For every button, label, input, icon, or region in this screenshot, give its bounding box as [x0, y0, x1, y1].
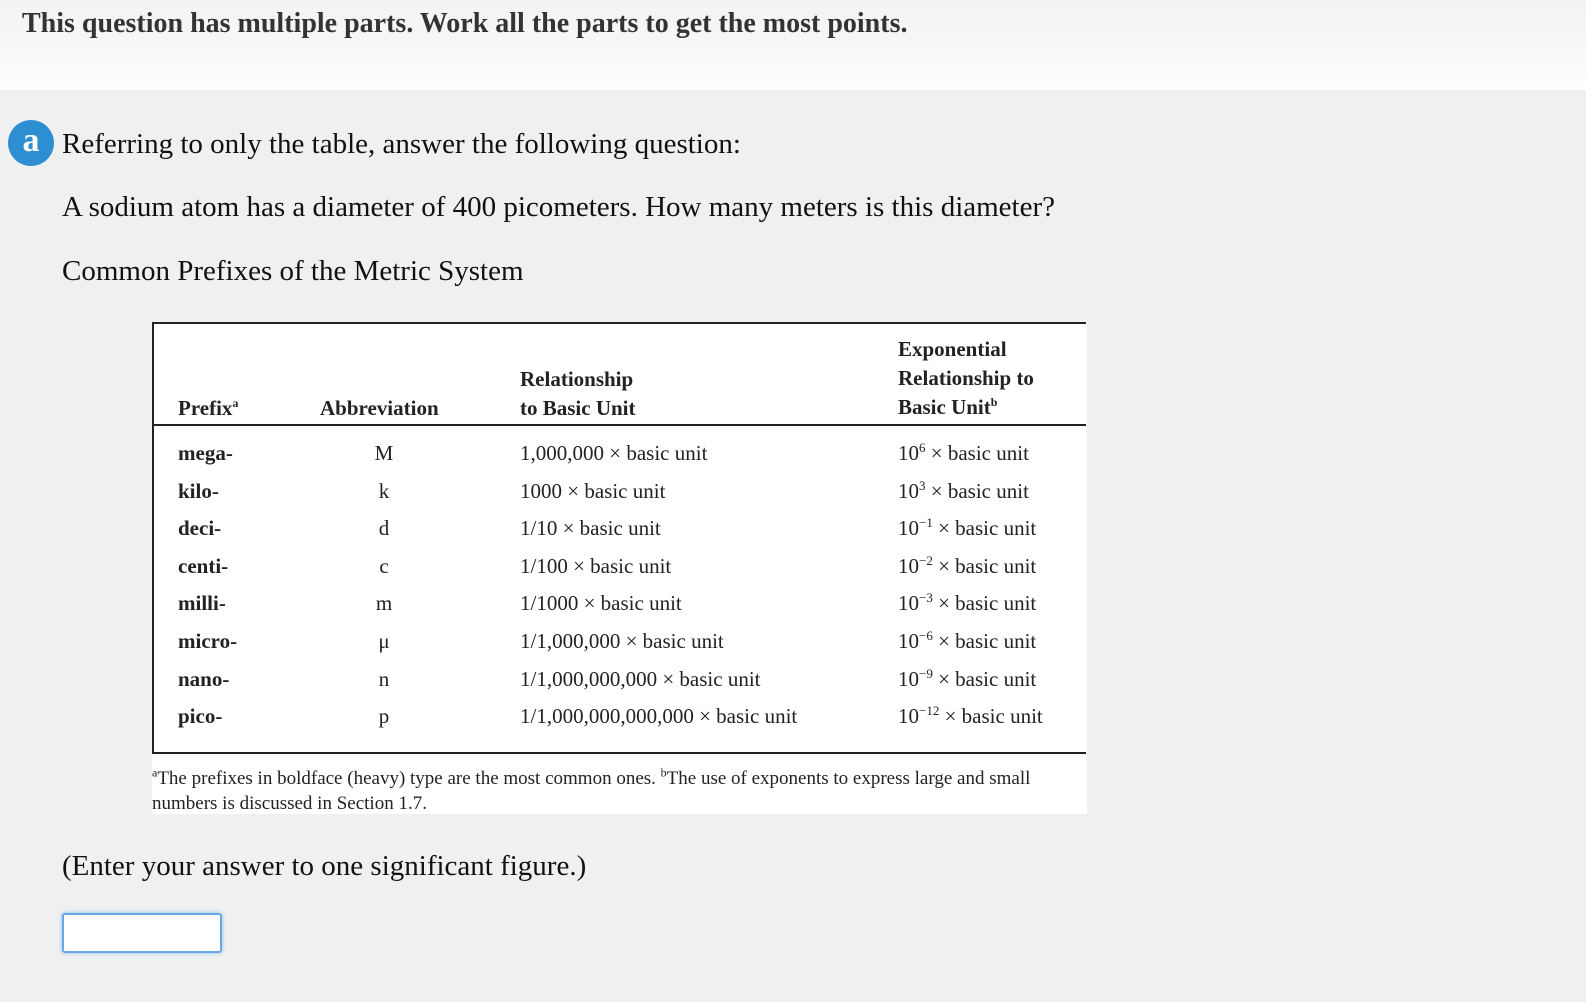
cell-prefix: micro- — [178, 629, 238, 653]
cell-prefix: nano- — [178, 666, 230, 691]
cell-relationship: 1/1,000,000,000 × basic unit — [520, 666, 761, 691]
answer-instruction: (Enter your answer to one significant figure.) — [62, 850, 587, 882]
table-row — [154, 436, 1086, 473]
answer-input[interactable] — [62, 913, 222, 953]
cell-relationship: 1/1000 × basic unit — [520, 591, 682, 616]
cell-relationship: 1,000,000 × basic unit — [520, 441, 708, 465]
table-row — [154, 549, 1086, 586]
header-abbreviation: Abbreviation — [320, 396, 439, 420]
cell-exponential: $10^3$ × basic unit — [898, 477, 1029, 503]
cell-prefix: mega- — [178, 441, 233, 465]
header-prefix: Prefix$^a$ — [178, 396, 239, 420]
table-row — [154, 662, 1086, 699]
part-intro: Referring to only the table, answer the following question: — [62, 128, 741, 160]
header-exponential: Exponential Relationship to Basic Unit$^b$ — [898, 337, 1034, 419]
prefix-table-figure — [152, 322, 1087, 814]
cell-relationship: 1/10 × basic unit — [520, 516, 661, 541]
cell-abbreviation: d — [378, 516, 390, 541]
cell-prefix: centi- — [178, 553, 229, 578]
cell-abbreviation: n — [378, 666, 390, 691]
header-relationship: Relationship to Basic Unit — [520, 367, 636, 420]
cell-abbreviation: k — [378, 478, 390, 503]
table-row — [154, 474, 1086, 511]
table-title: Common Prefixes of the Metric System — [62, 255, 524, 287]
cell-relationship: 1/1,000,000 × basic unit — [520, 629, 724, 653]
cell-relationship: 1/1,000,000,000,000 × basic unit — [520, 704, 798, 729]
part-badge: a — [8, 120, 54, 166]
header-divider — [154, 424, 1086, 426]
question-text: A sodium atom has a diameter of 400 picometers. How many meters is this diameter? — [62, 191, 1056, 223]
cell-prefix: milli- — [178, 591, 226, 616]
cell-prefix: deci- — [178, 516, 222, 541]
cell-relationship: 1000 × basic unit — [520, 478, 666, 503]
table-row — [154, 586, 1086, 623]
cell-exponential: $10^{-2}$ × basic unit — [898, 552, 1037, 578]
table-row — [154, 624, 1086, 661]
question-header — [0, 0, 1586, 90]
cell-exponential: $10^6$ × basic unit — [898, 440, 1029, 465]
cell-relationship: 1/100 × basic unit — [520, 553, 672, 578]
table-row — [154, 511, 1086, 548]
cell-prefix: pico- — [178, 704, 223, 729]
table-row — [154, 699, 1086, 736]
table-footnote: $^a$The prefixes in boldface (heavy) type are the most common ones. $^b$The use of exponents to express large and small numbers is discussed in Section 1.7. — [152, 765, 1031, 814]
header-instructions: This question has multiple parts. Work all the parts to get the most points. — [22, 8, 908, 39]
cell-exponential: $10^{-3}$ × basic unit — [898, 590, 1037, 616]
cell-exponential: $10^{-6}$ × basic unit — [898, 628, 1037, 653]
cell-abbreviation: c — [379, 553, 389, 578]
cell-prefix: kilo- — [178, 478, 219, 503]
prefix-table — [152, 322, 1086, 754]
cell-abbreviation: M — [374, 441, 394, 465]
cell-exponential: $10^{-1}$ × basic unit — [898, 515, 1037, 541]
cell-abbreviation: μ — [378, 629, 390, 653]
cell-exponential: $10^{-12}$ × basic unit — [898, 703, 1043, 729]
cell-abbreviation: p — [378, 704, 390, 729]
cell-exponential: $10^{-9}$ × basic unit — [898, 665, 1037, 691]
cell-abbreviation: m — [375, 591, 393, 616]
